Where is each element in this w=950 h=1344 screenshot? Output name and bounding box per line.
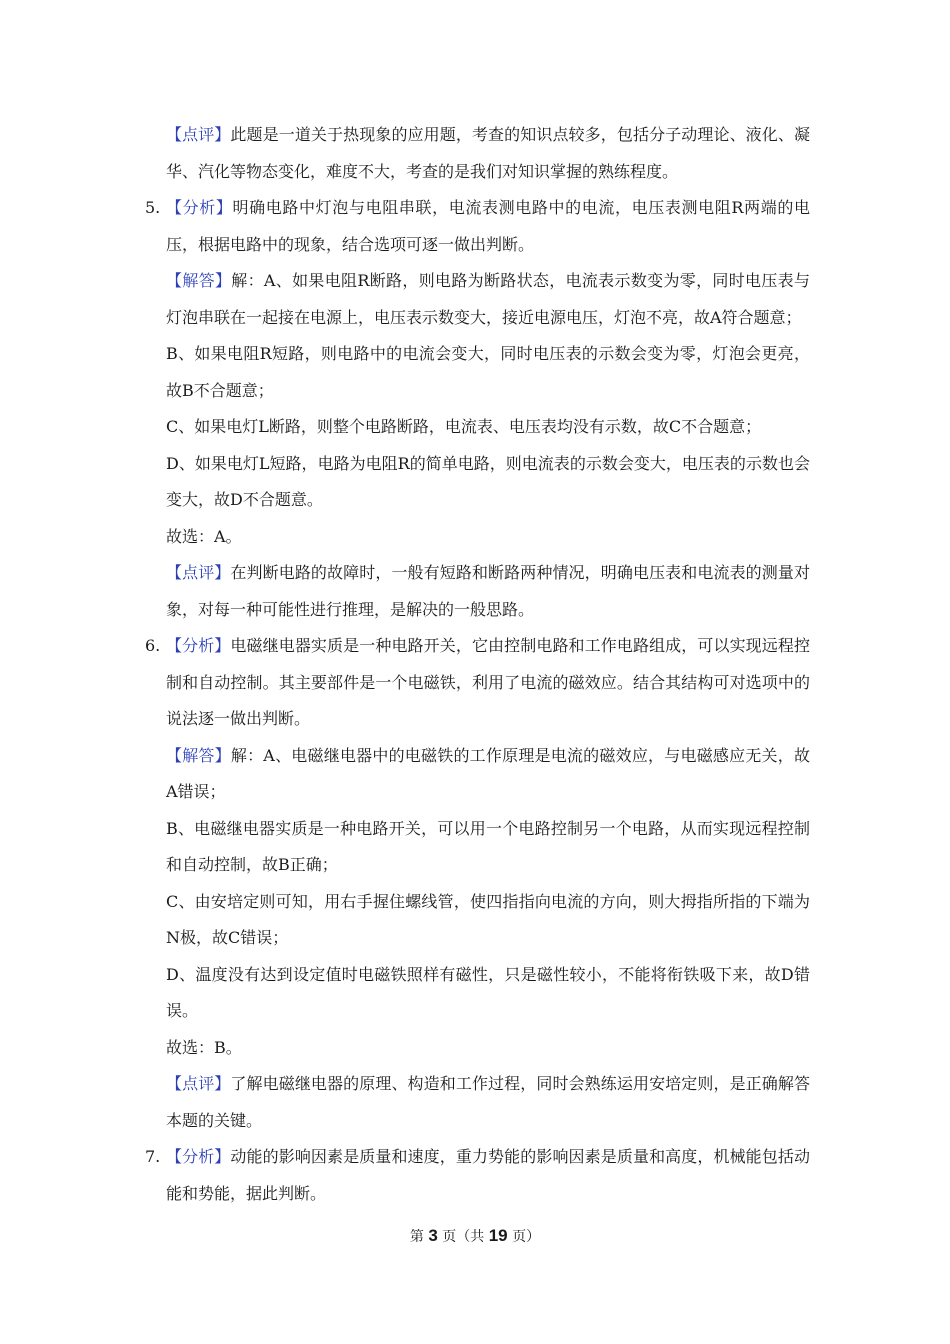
answer-choice: 故选：B。	[166, 1037, 242, 1057]
question-entry	[145, 190, 810, 263]
paragraph-text: 了解电磁继电器的原理、构造和工作过程，同时会熟练运用安培定则，是正确解答本题的关键。	[166, 1074, 810, 1130]
paragraph-text: 解：A、电磁继电器中的电磁铁的工作原理是电流的磁效应，与电磁感应无关，故A错误；	[166, 745, 810, 801]
answer-content	[145, 117, 810, 1212]
option-paragraph: B、如果电阻R短路，则电路中的电流会变大，同时电压表的示数会变为零，灯泡会更亮，故B不合题意；	[166, 344, 810, 400]
comment-paragraph	[166, 555, 810, 628]
total-page-count: 19	[488, 1226, 508, 1245]
paragraph-text: 在判断电路的故障时，一般有短路和断路两种情况，明确电压表和电流表的测量对象，对每一种可能性进行推理，是解决的一般思路。	[166, 563, 810, 619]
analysis-paragraph	[166, 1139, 810, 1212]
option-paragraph: C、由安培定则可知，用右手握住螺线管，使四指指向电流的方向，则大拇指所指的下端为N极，故C错误；	[166, 891, 810, 947]
analysis-tag: 【分析】	[166, 636, 231, 655]
analysis-tag: 【分析】	[166, 1147, 231, 1166]
paragraph-text: 动能的影响因素是质量和速度，重力势能的影响因素是质量和高度，机械能包括动能和势能，据此判断。	[166, 1147, 810, 1203]
comment-tag: 【点评】	[166, 125, 231, 144]
option-paragraph: B、电磁继电器实质是一种电路开关，可以用一个电路控制另一个电路，从而实现远程控制和自动控制，故B正确；	[166, 818, 810, 874]
footer-suffix: 页）	[507, 1229, 541, 1245]
current-page-number: 3	[428, 1226, 438, 1245]
paragraph-text: 明确电路中灯泡与电阻串联，电流表测电路中的电流，电压表测电阻R两端的电压，根据电路中的现象，结合选项可逐一做出判断。	[166, 198, 810, 254]
solution-tag: 【解答】	[166, 745, 231, 765]
option-paragraph: D、温度没有达到设定值时电磁铁照样有磁性，只是磁性较小，不能将衔铁吸下来，故D错误。	[166, 964, 810, 1020]
page-footer	[0, 1226, 950, 1246]
comment-tag: 【点评】	[166, 563, 231, 582]
option-paragraph: D、如果电灯L短路，电路为电阻R的简单电路，则电流表的示数会变大，电压表的示数也会变大，故D不合题意。	[166, 453, 810, 509]
analysis-paragraph	[166, 628, 810, 738]
question-entry	[145, 1139, 810, 1212]
option-paragraph: C、如果电灯L断路，则整个电路断路，电流表、电压表均没有示数，故C不合题意；	[166, 417, 762, 436]
analysis-tag: 【分析】	[166, 198, 233, 217]
question-number: 6.	[145, 636, 161, 655]
paragraph-text: 解：A、如果电阻R断路，则电路为断路状态，电流表示数变为零，同时电压表与灯泡串联在一起接在电源上，电压表示数变大，接近电源电压，灯泡不亮，故A符合题意；	[166, 271, 810, 327]
solution-paragraph	[166, 263, 810, 336]
question-number: 7.	[145, 1147, 161, 1166]
solution-tag: 【解答】	[166, 271, 232, 290]
solution-paragraph	[166, 738, 810, 811]
comment-tag: 【点评】	[166, 1074, 231, 1093]
footer-prefix: 第	[409, 1229, 429, 1245]
analysis-paragraph	[166, 190, 810, 263]
comment-paragraph	[166, 117, 810, 190]
question-entry	[145, 628, 810, 738]
comment-paragraph	[166, 1066, 810, 1139]
paragraph-text: 此题是一道关于热现象的应用题，考查的知识点较多，包括分子动理论、液化、凝华、汽化等物态变化，难度不大，考查的是我们对知识掌握的熟练程度。	[166, 125, 810, 181]
footer-middle: 页（共	[437, 1229, 489, 1245]
question-number: 5.	[145, 198, 161, 217]
answer-choice: 故选：A。	[166, 526, 242, 546]
paragraph-text: 电磁继电器实质是一种电路开关，它由控制电路和工作电路组成，可以实现远程控制和自动控制。其主要部件是一个电磁铁，利用了电流的磁效应。结合其结构可对选项中的说法逐一做出判断。	[166, 636, 810, 728]
